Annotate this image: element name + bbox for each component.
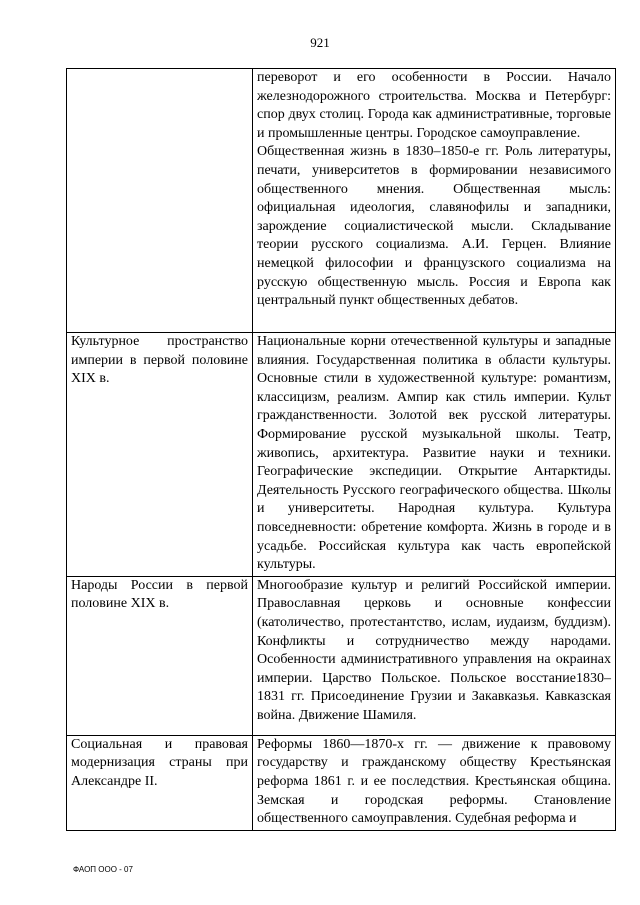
table-row bbox=[67, 69, 616, 333]
curriculum-table bbox=[66, 68, 616, 831]
topic-cell: Культурное пространство империи в первой половине XIX в. bbox=[67, 333, 253, 577]
topic-cell bbox=[67, 69, 253, 333]
content-paragraph: Общественная жизнь в 1830–1850-е гг. Роль литературы, печати, университетов в формировании независимого общественного мнения. Общественная мысль: официальная идеология, славянофилы и западники, зарождение социалистической мысли. Складывание теории русского социализма. А.И. Герцен. Влияние немецкой философии и французского социализма на русскую общественную мысль. Россия и Европа как центральный пункт общественных дебатов. bbox=[257, 144, 611, 309]
content-cell bbox=[253, 735, 616, 830]
content-cell bbox=[253, 69, 616, 333]
content-paragraph: Многообразие культур и религий Российской империи. Православная церковь и основные конфессии (католичество, протестантство, ислам, иудаизм, буддизм). Конфликты и сотрудничество между народами. Особенности административного управления на окраинах империи. Царство Польское. Польское восстание1830–1831 гг. Присоединение Грузии и Закавказья. Кавказская война. Движение Шамиля. bbox=[257, 577, 611, 723]
content-cell bbox=[253, 576, 616, 735]
topic-cell: Народы России в первой половине XIX в. bbox=[67, 576, 253, 735]
content-paragraph: переворот и его особенности в России. Начало железнодорожного строительства. Москва и Петербург: спор двух столиц. Города как административные, торговые и промышленные центры. Городское самоуправление. bbox=[257, 70, 611, 141]
table-row bbox=[67, 576, 616, 735]
footer-code: ФАОП ООО - 07 bbox=[73, 865, 133, 874]
content-paragraph: Реформы 1860—1870-х гг. — движение к правовому государству и гражданскому обществу Крестьянская реформа 1861 г. и ее последствия. Крестьянская община. Земская и городская реформы. Становление общественного самоуправления. Судебная реформа и bbox=[257, 736, 611, 827]
table-row bbox=[67, 735, 616, 830]
content-cell bbox=[253, 333, 616, 577]
topic-cell: Социальная и правовая модернизация страны при Александре II. bbox=[67, 735, 253, 830]
content-paragraph: Национальные корни отечественной культуры и западные влияния. Государственная политика в области культуры. Основные стили в художественной культуре: романтизм, классицизм, реализм. Ампир как стиль империи. Культ гражданственности. Золотой век русской литературы. Формирование русской музыкальной школы. Театр, живопись, архитектура. Развитие науки и техники. Географические экспедиции. Открытие Антарктиды. Деятельность Русского географического общества. Школы и университеты. Народная культура. Культура повседневности: обретение комфорта. Жизнь в городе и в усадьбе. Российская культура как часть европейской культуры. bbox=[257, 334, 611, 573]
table-row bbox=[67, 333, 616, 577]
page-number: 921 bbox=[310, 35, 330, 50]
